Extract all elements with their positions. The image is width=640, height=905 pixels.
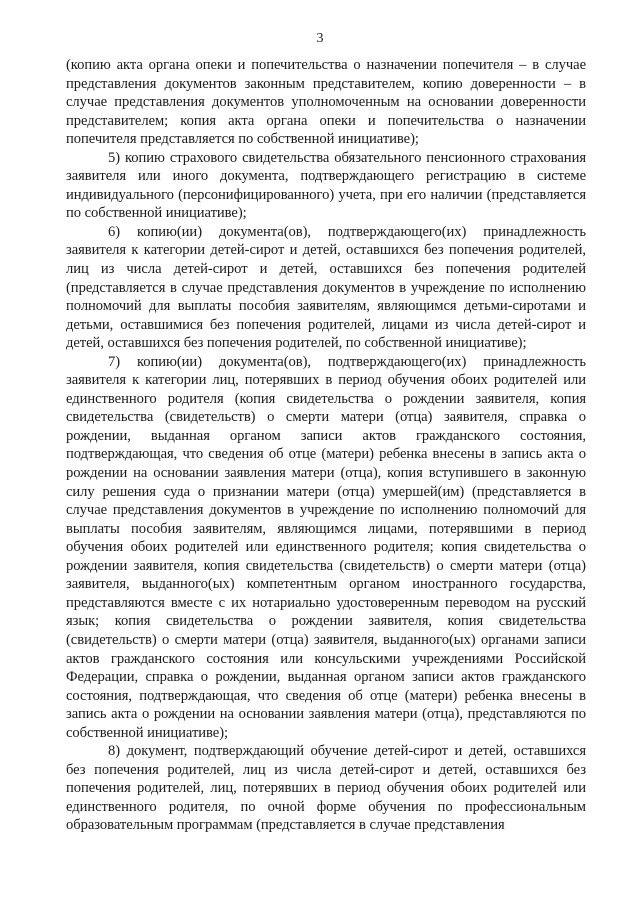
document-body: [66, 56, 586, 835]
paragraph-item-5: 5) копию страхового свидетельства обязательного пенсионного страхования заявителя или иного документа, подтверждающего регистрацию в системе индивидуального (персонифицированного) учета, при его наличии (представляется по собственной инициативе);: [66, 149, 586, 222]
paragraph-item-4-continuation: (копию акта органа опеки и попечительства о назначении попечителя – в случае представления документов законным представителем, копию доверенности – в случае представления документов уполномоченным на основании доверенности представителем; копия акта органа опеки и попечительства о назначении попечителя представляется по собственной инициативе);: [66, 57, 586, 148]
paragraph-item-6: 6) копию(ии) документа(ов), подтверждающего(их) принадлежность заявителя к категории детей-сирот и детей, оставшихся без попечения родителей, лиц из числа детей-сирот и детей, оставшихся без попечения родителей (представляется в случае представления документов в учреждение по исполнению полномочий для выплаты пособия заявителям, являющимся детьми-сиротами и детьми, оставшимися без попечения родителей, лицами из числа детей-сирот и детей, оставшихся без попечения родителей, по собственной инициативе);: [66, 223, 586, 352]
paragraph-item-7: 7) копию(ии) документа(ов), подтверждающего(их) принадлежность заявителя к категории лиц, потерявших в период обучения обоих родителей или единственного родителя (копия свидетельства о рождении заявителя, копия свидетельства (свидетельств) о смерти матери (отца) заявителя, справка о рождении, выданная органом записи актов гражданского состояния, подтверждающая, что сведения об отце (матери) ребенка внесены в запись акта о рождении на основании заявления матери (отца), копия вступившего в законную силу решения суда о признании матери (отца) умершей(им) (представляется в случае представления документов в учреждение по исполнению полномочий для выплаты пособия заявителям, являющимся лицами, потерявшими в период обучения обоих родителей или единственного родителя; копия свидетельства о рождении заявителя, копия свидетельства (свидетельств) о смерти матери (отца) заявителя, выданного(ых) компетентным органом иностранного государства, представляются вместе с их нотариально удостоверенным переводом на русский язык; копия свидетельства о рождении заявителя, копия свидетельства (свидетельств) о смерти матери (отца) заявителя, выданного(ых) органами записи актов гражданского состояния или консульскими учреждениями Российской Федерации, справка о рождении, выданная органом записи актов гражданского состояния, подтверждающая, что сведения об отце (матери) ребенка внесены в запись акта о рождении на основании заявления матери (отца), представляются по собственной инициативе);: [66, 353, 586, 741]
page-number: 3: [316, 31, 324, 46]
paragraph-item-8: 8) документ, подтверждающий обучение детей-сирот и детей, оставшихся без попечения родителей, лиц из числа детей-сирот и детей, оставшихся без попечения родителей, лиц, потерявших в период обучения обоих родителей или единственного родителя, по очной форме обучения по профессиональным образовательным программам (представляется в случае представления: [66, 743, 586, 834]
